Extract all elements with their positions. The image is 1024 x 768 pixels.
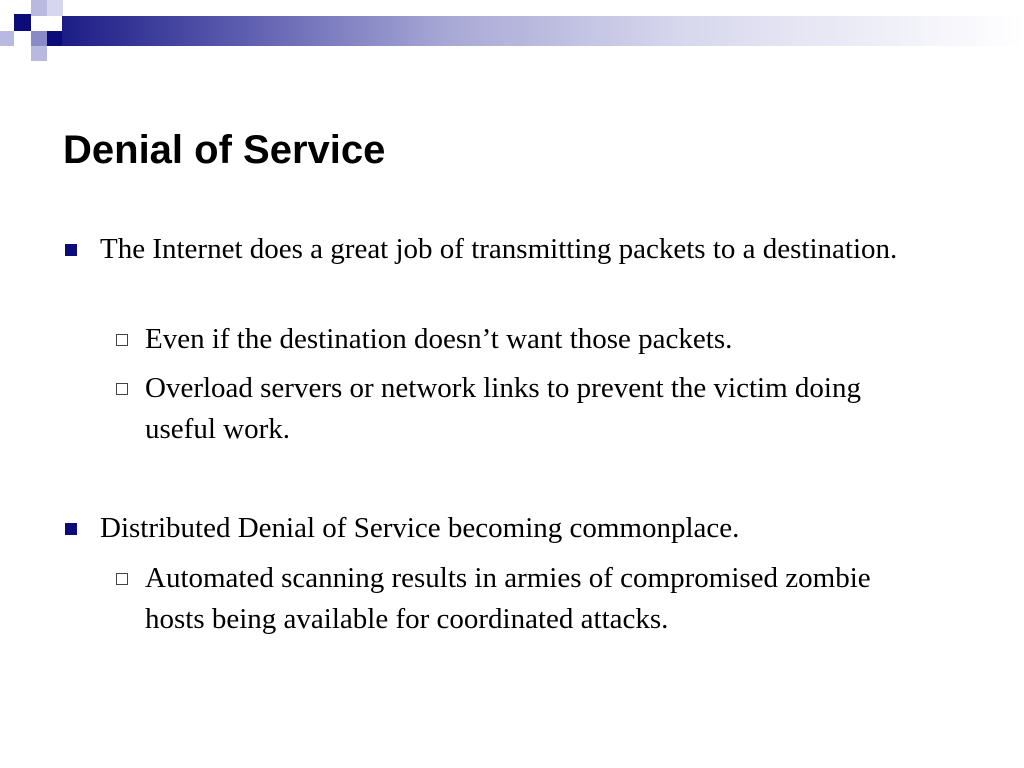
hollow-square-bullet-icon xyxy=(116,573,128,585)
subbullet-text: Even if the destination doesn’t want those packets. xyxy=(145,323,733,355)
hollow-square-bullet-icon xyxy=(116,334,128,346)
hollow-square-bullet-icon xyxy=(116,383,128,395)
slide-title: Denial of Service xyxy=(63,128,386,172)
bullet-text: Distributed Denial of Service becoming commonplace. xyxy=(100,512,740,544)
bullet-text: The Internet does a great job of transmitting packets to a destination. xyxy=(100,233,898,265)
subbullet-text: Overload servers or network links to prevent the victim doing useful work. xyxy=(145,372,861,445)
filled-square-bullet-icon xyxy=(65,523,77,535)
subbullet-text: Automated scanning results in armies of compromised zombie hosts being available for coordinated attacks. xyxy=(145,562,871,635)
filled-square-bullet-icon xyxy=(65,244,77,256)
